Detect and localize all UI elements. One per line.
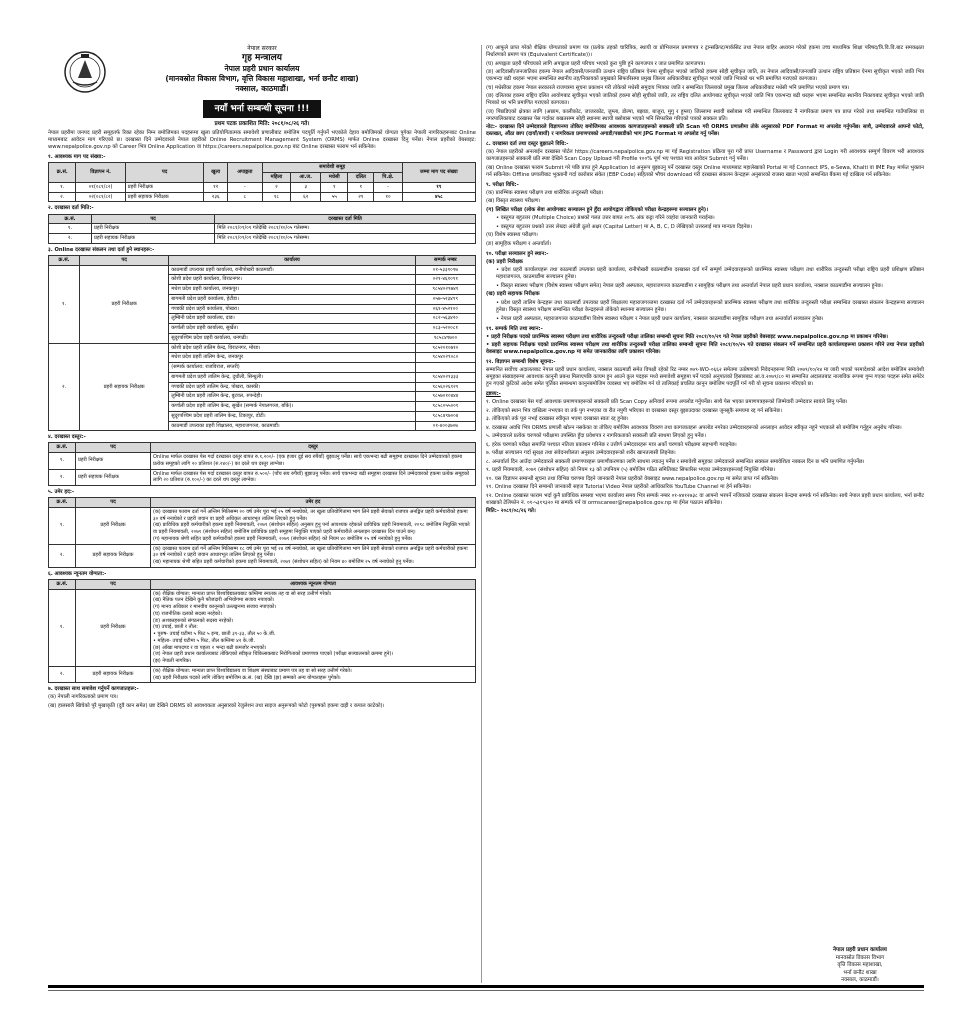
list-item: (क) दरखास्त फाराम दर्ता गर्ने अन्तिम मितिसम्म १८ वर्ष उमेर पूरा भई २४ वर्ष ननाघेको, तर खुला प्रतियोगितामा भाग लिने प्रहरी सेवाको राजपत्र अनङ्कित प्रहरी कर्मचारीको हकमा ३० वर्ष ननाघेको र प्रहरी जवान आधारभूत तालिम लिएको हुनु पर्नेछ। [153, 545, 468, 559]
cell-contact [415, 363, 475, 373]
cell-office: बागमती प्रदेश प्रहरी तालिम केन्द्र, दुधौली, सिन्धुली। [169, 372, 416, 382]
th-post: पद [125, 163, 204, 183]
special-notice: सम्मानित सर्वोच्च अदालतबाट नेपाल प्रहरी प्रधान कार्यालय, नक्साल काठमाडौं समेत विपक्षी रहेको रिट नम्बर ०७९-WO-०६६२ समेतमा उत्प्रेषणको निवेदनहरूमा मिति २०७९/१०/२४ मा जारी भएको परमादेशको आदेश बमोजिम समावेशी समूहका संख्याहरूमा आवश्यक कानूनी प्रबन्ध मिलाएपछि कायम हुन आउने कुल पदहरू मध्ये समावेशी समूहमा पर्ने पदको अनुपातको हिसाबबाट आ.व.२०७९/८० मा सम्मानित अदालतबाट नालाविक रूपमा गुम्न गएका पदहरू समेत समेटेर हुन गएको कुटिको आदेश समेत पूर्तिका सम्बन्धमा कानुनबमोजिम व्यवस्था भए बमोजिम गर्न यो तालिकाई प्रचलित कानुन बमोजिम पदपूर्ति गर्न गरी यो सूचना प्रकाशन गरिएको छ। [486, 367, 924, 388]
list-item: १०. यस विज्ञापन सम्बन्धी सूचना तथा विभिन्न चरणमा दिइने जानकारी नेपाल प्रहरीको वेबसाइट www.nepalpolice.gov.np मा समेत प्राप्त गर्न सकिनेछ। [486, 475, 779, 482]
cell-contact: ०५७-५२३४९९ [415, 294, 475, 304]
cell-contact: ०१-४००३७०७ [415, 421, 475, 431]
list-item: ६. हरेक चरणको परीक्षा समाप्ति पश्चात नतिजा प्रकाशन गरिनेछ र उत्तीर्ण उम्मेदवारहरू मात्र अर्को चरणको परीक्षामा सहभागी गराइनेछ। [486, 441, 737, 448]
cell-contact: ९८५४०२१३३३ [415, 372, 475, 382]
list-item: ७. परीक्षा सञ्चालन गर्दा सुरक्षा तथा संवेदनशीलता अनुसार उम्मेदवारहरूको शरीर खानतलासी लिइनेछ। [486, 450, 676, 457]
th-sn: क्र.सं. [49, 163, 76, 183]
cell-post: प्रहरी निरीक्षक [80, 265, 169, 343]
th-sn: क्र.सं. [49, 214, 92, 224]
cell-sn: २. [49, 666, 76, 683]
th-janajati: आ.ज. [291, 173, 321, 183]
list-item: (ख) प्रहरी सहायक निरीक्षक [486, 291, 540, 298]
cell-items [151, 544, 476, 567]
th-sn: क्र.सं. [49, 443, 76, 453]
dates-table [48, 214, 476, 244]
left-column [48, 45, 476, 711]
list-item: (झ) नेपाली नागरिक। [153, 658, 192, 665]
cell-office: कोशी प्रदेश प्रहरी कार्यालय, विराटनगर। [169, 275, 416, 285]
list-item: ९. प्रहरी नियमावली, २०७१ (संशोधन सहित) को नियम १३ को उपनियम (५) बमोजिम गठित समितिबाट सिफारिस भएका उम्मेदवारहरूलाई नियुक्ति गरिनेछ। [486, 467, 776, 474]
section-5-title: ५. उमेर हद:- [48, 489, 75, 496]
cell-contact: ०२१-४६१०९१ [415, 275, 475, 285]
list-item: (ङ) सामूहिक परीक्षण र अन्तर्वार्ता। [486, 240, 551, 247]
list-item: • विस्तृत स्वास्थ्य परीक्षण (विशेष स्वास्थ्य परीक्षण समेत) नेपाल प्रहरी अस्पताल, महाराजगञ्ज काठमाडौंमा र सामूहिक परीक्षण तथा अन्तर्वार्ता नेपाल प्रहरी प्रधान कार्यालय, नक्साल काठमाडौंमा सञ्चालन हुनेछ। [496, 282, 883, 289]
list-item: (ग) महानायक श्रेणी सहित प्रहरी कर्मचारीको हकमा प्रहरी नियमावली, २०७१ (संशोधन सहित) को नियम ४० बमोजिम २५ वर्ष ननाघेको हुनु पर्नेछ। [153, 535, 413, 542]
cell-sn: १. [49, 589, 76, 666]
cell-office: सुदूरपश्चिम प्रदेश प्रहरी तालिम केन्द्र, टिकापुर, डोटी। [169, 411, 416, 421]
th-sn: क्र.सं. [49, 255, 80, 265]
list-item: (ज) नेपाल प्रहरी प्रधान कार्यालयबाट तोकिएको स्वीकृत चिकित्सकबाट निरोगिताको प्रमाणपत्र पाएको (परीक्षा सञ्चालनको क्रममा हुने)। [153, 651, 394, 658]
list-item: • प्रदेश प्रहरी कार्यालयहरू तथा काठमाडौं उपत्यका प्रहरी कार्यालय, रानीपोखरी काठमाडौंमा दरखास्त दर्ता गर्ने सम्पूर्ण उम्मेदवारहरूको प्रारम्भिक स्वास्थ्य परीक्षण तथा शारीरिक तन्दुरुस्ती परीक्षा राष्ट्रिय प्रहरी प्रशिक्षण प्रतिष्ठान महाराजगञ्ज, काठमाडौंमा सञ्चालन हुनेछ। [496, 267, 924, 281]
cell-sn: २. [49, 544, 76, 567]
documents-list [48, 694, 476, 710]
cell-contact: ९८५२०१०७१० [415, 343, 475, 353]
th-inclusive: समावेशी समूह [262, 163, 402, 173]
cell-office: काठमाडौं उपत्यका प्रहरी कार्यालय, रानीपोखरी काठमाडौं। [169, 265, 416, 275]
th-total: जम्मा माग पद संख्या [402, 163, 475, 183]
bottom-rule [48, 985, 924, 988]
notes-list [486, 399, 924, 507]
exam-method-list [486, 190, 924, 248]
list-item: १. Online दरखास्त पेस गर्दा आवश्यक प्रमाणपत्रहरूको सक्कली प्रति Scan Copy अनिवार्य रूपमा अपलोड गर्नुपर्नेछ। साथै पेस भएका प्रमाणपत्रहरूको जिम्मेवारी उम्मेदवार स्वयंले लिनु पर्नेछ। [486, 399, 848, 406]
cell-sn: २. [49, 343, 80, 431]
list-item: • प्रहरी निरीक्षक पदको प्रारम्भिक स्वास्थ्य परीक्षण तथा शारीरिक तन्दुरुस्ती परीक्षा तालिका सम्बन्धी सूचना मिति २०८१/१०/२१ गते नेपाल प्रहरीको वेबसाइट www.nepalpolice.gov.np मा प्रकाशन गरिनेछ। [486, 333, 888, 340]
th-post: पद [76, 579, 151, 589]
cell-contact: ९८५८४९७०० [415, 333, 475, 343]
table-row [49, 507, 476, 544]
cell-office: कोशी प्रदेश प्रहरी तालिम केन्द्र, विराटनगर, मोरङ। [169, 343, 416, 353]
cell-items [151, 507, 476, 544]
cell-contact: ०८२-५६३४२० [415, 314, 475, 324]
cell-post: प्रहरी सहायक निरीक्षक [80, 343, 169, 431]
table-row: १. प्रहरी निरीक्षक मिति २०८१/०९/०१ गतेदेखि २०८१/१०/०५ गतेसम्म। [49, 224, 476, 234]
right-column [486, 45, 924, 515]
place-line: नक्साल, काठमाडौं। [235, 83, 289, 93]
cell-office: बागमती प्रदेश प्रहरी कार्यालय, हेटौंडा। [169, 294, 416, 304]
dept-line: (मानवस्रोत विकास विभाग, वृत्ति विकास महाशाखा, भर्ना छनौट शाखा) [165, 74, 359, 84]
cell-contact: ९८५७०१०४४४ [415, 392, 475, 402]
list-item: (घ) अपाङ्गता प्रहरी परिचयको लागि अपाङ्गता प्रहरी परिचय भएको कुरा पुष्टि हुने कागजपत्र र जात प्रमाणित कागजपत्र। [486, 60, 706, 67]
table-row [49, 589, 476, 666]
th-backward: पि.क्षे. [374, 173, 402, 183]
list-item: • पुरुष- उचाई घटीमा ५ फिट ५ इन्च, छाती ३१-३३, तौल ५० के.जी. [153, 631, 276, 638]
section-4-title: ४. दरखास्त दस्तुर:- [48, 434, 86, 441]
cell-contact: ९८५८०५५००१ [415, 402, 475, 412]
th-fee: दस्तुर [151, 443, 476, 453]
cell-items [151, 666, 476, 683]
cell-office: लुम्बिनी प्रदेश प्रहरी कार्यालय, दाङ। [169, 314, 416, 324]
section-6-title: ६. आवश्यक न्यूनतम योग्यता:- [48, 570, 107, 577]
contact-date-list [486, 334, 924, 357]
cell-office: काठमाडौं उपत्यका प्रहरी शिक्षालय, महाराजगञ्ज, काठमाडौं। [169, 421, 416, 431]
intro-paragraph: नेपाल प्रहरीमा जनपद प्रहरी समूहतर्फ रिक्त रहेका निम्न बमोजिमका पदहरूमा खुला प्रतियोगितात्मक समावेशी प्रणालीबाट बमोजिम पदपूर्ति गर्नुपर्ने भएकोले देहाय बमोजिमको योग्यता पुगेका नेपाली नागरिकहरूबाट Online माध्यमबाट आवेदन माग गरिएको छ। दरखास्त दिने उम्मेदवारले नेपाल प्रहरीको Online Recruitment Management System (ORMS) मार्फत Online दरखास्त दिनु पर्नेछ। नेपाल प्रहरीको वेबसाइट: www.nepalpolice.gov.np को Career भित्र Online Application वा https://careers.nepalpolice.gov.np बाट Online दरखास्त फाराम भर्न सकिनेछ। [48, 130, 476, 151]
section-7-title: ७. दरखास्त साथ समावेश गर्नुपर्ने कागजातहरू:- [48, 686, 139, 693]
list-item: (छ) दलितका हकमा राष्ट्रिय दलित आयोगबाट सूचीकृत भएको जातिको हकमा सोही सूचीको जाति, तर राष्ट्रिय दलित आयोगबाट सूचीकृत भएको जाति भित्र एकभन्दा बढी थरहरू भएमा सम्बन्धित स्थानीय निकायबाट सूचीकृत भएको जाति भित्रको थर भनि प्रमाणित गराएको कागजात। [486, 93, 924, 107]
application-method-list [486, 149, 924, 179]
signature-line: भर्ना छनौट शाखा [843, 969, 877, 976]
signature-line: मानवस्रोत विकास विभाग [835, 954, 885, 961]
list-item: (ख) महानायक श्रेणी सहित प्रहरी कर्मचारीको हकमा प्रहरी नियमावली, २०७१ (संशोधन सहित) को नियम ४० बमोजिम २५ वर्ष ननाघेको हुनु पर्नेछ। [153, 559, 414, 566]
list-item: (ग) मानव अधिकार र मानवीय कानूनको उल्लङ्घनमा सजाय नपाएको। [153, 604, 277, 611]
th-qualification: आवश्यक न्यूनतम योग्यता [151, 579, 476, 589]
cell-office: गण्डकी प्रदेश प्रहरी तालिम केन्द्र, पोखरा, कास्की। [169, 382, 416, 392]
cell-sn: १. [49, 507, 76, 544]
list-item: (घ) राजनीतिक दलको सदस्य नरहेको। [153, 610, 222, 617]
list-item: (क) प्रहरी निरीक्षक [486, 258, 523, 265]
cell-items [151, 589, 476, 666]
list-item: (क) शैक्षिक योग्यता: मान्यता प्राप्त विश्वविद्यालयबाट कम्तिमा स्नातक तह वा सो सरह उत्तीर्ण गरेको। [153, 590, 332, 597]
list-item: (ख) विस्तृत स्वास्थ्य परीक्षण। [486, 198, 541, 205]
cell-post: प्रहरी निरीक्षक [76, 589, 151, 666]
signature-block [800, 947, 920, 985]
cell-post: प्रहरी सहायक निरीक्षक [76, 544, 151, 567]
th-post: पद [76, 443, 151, 453]
list-item: • महिला- उचाई घटीमा ५ फिट, तौल कम्तिमा ४२ के.जी. [153, 637, 255, 644]
list-item: ३. तोकिएको तर्क पूरा नभई दरखास्त स्वीकृत भएमा दरखास्त स्वतः रद्द हुनेछ। [486, 416, 629, 423]
th-post: पद [91, 214, 214, 224]
list-item: (ख) नैतिक पतन देखिने कुनै फौजदारी अभियोगमा सजाय नपाएको। [153, 597, 275, 604]
list-item: २. तोकिएको स्थान भित्र दाखिला नभएका वा तर्क पुग नभएका वा रीत नपुगी भरिएका वा दरखास्त दस्तुर बुझाउदाका दरखास्त जुनसुकै समयमा रद्द गर्न सकिनेछ। [486, 407, 782, 414]
th-dalit: दलित [348, 173, 374, 183]
section-10-title: १०. परीक्षा सञ्चालन हुने स्थान:- [486, 250, 549, 257]
list-item: (छ) आँखा मापदण्ड र वा पहला २ भन्दा बढी कमजोर नभएको। [153, 644, 267, 651]
list-item: ११. Online दरखास्त दिने सम्बन्धी जानकारी सहज Tutorial Video नेपाल प्रहरीको आधिकारिक YouTube Channel मा हेर्न सकिनेछ। [486, 484, 751, 491]
qualification-table [48, 579, 476, 684]
list-item: (ज) पिछडिएको क्षेत्रका लागि (अछाम, कालीकोट, जाजरकोट, जुम्ला, डोल्पा, बझाङ, बाजुरा, मुगु र हुम्ला) जिल्लामा स्थायी बसोबास गरी सम्बन्धित जिल्लाबाट नै नागरिकता प्रमाण पत्र प्राप्त गरेको तथा सम्बन्धित गाउँपालिका वा नगरपालिकाबाट दरखास्त पेस गर्दाका बखतसम्म सोही स्थानमा स्थायी बसोबास भएको भनि सिफारिस गरिएको पत्रको सक्कल प्रति। [486, 108, 924, 122]
cell-office: लुम्बिनी प्रदेश प्रहरी तालिम केन्द्र, बुटवल, रुपन्देही। [169, 392, 416, 402]
ministry-line: गृह मन्त्रालय [242, 52, 282, 63]
list-item: (ङ) अशक्तहरूको संगठनको सदस्य नरहेको। [153, 617, 234, 624]
section-3-title: ३. Online दरखास्त संकलन तथा दर्ता हुने स्थानहरू:- [48, 246, 155, 253]
table-row: २. प्रहरी सहायक निरीक्षक मिति २०८१/०९/०१ गतेदेखि २०८१/१०/०५ गतेसम्म। [49, 234, 476, 244]
publish-date: प्रथम पटक प्रकाशित मिति: २०८१/०८/२६ गते। [214, 120, 310, 127]
section-11-title: ११. सम्पर्क मिति तथा स्थान:- [486, 325, 543, 332]
th-disabled: अपाङ्गता [227, 163, 262, 183]
list-item: १२. Online दरखास्त फाराम भर्दा कुनै प्राविधिक समस्या भएमा कार्यालय समय भित्र सम्पर्क नम्बर ०१-४४१२७३८ वा आफ्नो भरपर्ने नजिकको दरखास्त संकलन केन्द्रमा सम्पर्क गर्न सकिनेछ। साथै नेपाल प्रहरी प्रधान कार्यालय, भर्ना छनौट शाखाको टेलिफोन नं. ०१-५३१९३२० मा सम्पर्क गर्न वा ormscareer@nepalpolice.gov.np मा ईमेल पठाउन सकिनेछ। [486, 492, 924, 506]
list-item: (क) नेपाली नागरिकताको प्रमाण पत्र। [48, 694, 118, 701]
table-row [49, 666, 476, 683]
notes-title: द्रष्टव्य:- [486, 391, 501, 398]
th-open: खुला [204, 163, 228, 183]
table-row [49, 544, 476, 567]
list-item: (ख) Online दरखास्त फाराम Submit गरे पछि प्राप्त हुने Application Id अनुरूप बुझाउनु पर्ने दरखास्त दस्तुर Online माध्यमबाट महालेखाको Portal मा गई Connect IPS, e-Sewa, Khalti वा IME Pay मार्फत भुक्तान गर्न सकिनेछ। Offline प्रणालीबाट भुक्तानी गर्दा कारोबार संकेत (EBP Code) सहितको भौचर download गरी दरखास्त संकलन केन्द्रहरू अनुसारको राजस्व खाता भएको सम्बन्धित बैंकमा गई दाखिला गर्न सकिनेछ। [486, 164, 924, 178]
final-date: मिति:- २०८१/०८/२६ गते। [486, 508, 536, 515]
list-item: • नेपाल प्रहरी अस्पताल, महाराजगञ्ज काठमाडौंमा विशेष स्वास्थ्य परीक्षण र नेपाल प्रहरी प्रधान कार्यालय, नक्साल काठमाडौंमा सामूहिक परीक्षण तथा अन्तर्वार्ता सञ्चालन हुनेछ। [496, 315, 824, 322]
cell-contact: ०६१-४५२१०० [415, 304, 475, 314]
cell-sn: १. [49, 265, 80, 343]
list-item: (क) नेपाल प्रहरीको अनलाईन दरखास्त पोर्टल https://careers.nepalpolice.gov.np मा गई Registration प्रक्रिया पूरा गरी प्राप्त Username र Password द्वारा Login गरी आवश्यक सम्पूर्ण विवरण भरी आवश्यक कागजातहरूको सक्कली प्रति स्पष्ट देखिने Scan Copy Upload गरी Profile १००% पूर्ण भए पश्चात मात्र आवेदन Submit गर्नु पर्नेछ। [486, 149, 924, 163]
upload-note: नोट:- दरखास्त दिने उम्मेदवारले विज्ञापनमा तोकिए बमोजिमका आवश्यक कागजातहरूको सक्कली प्रति Scan गरी ORMS प्रणालीमा तोके अनुसारको PDF Format मा अपलोड गर्नुपर्नेछ। साथै, उम्मेदवारले आफ्नो फोटो, दस्तखत, औंठा छाप (दायाँ/बायाँ) र नागरिकता प्रमाणपत्रको अगाडी/पछाडीको भाग JPG Format मा अपलोड गर्नु पर्नेछ। [486, 124, 924, 138]
offices-table [48, 255, 476, 432]
cell-office: (सम्पर्क कार्यालय: राजविराज, सप्तरी) [169, 363, 416, 373]
list-item: (ख) प्राविधिक प्रहरी कर्मचारीको हकमा प्रहरी नियमावली, २०७१ (संशोधन सहित) अनुसार हुनु पर्ना आवश्यक रहेकाले प्राविधिक प्रहरी नियमावली, २०९८ बमोजिम नियुक्ति भएको वा प्रहरी नियमावली, २०७१ (संशोधन सहित) बमोजिम प्राविधिक प्रहरी समूहमा नियुक्ति पाएको प्रहरी कर्मचारीले अनलाइन दरखास्त दिन पाउने छन्। [153, 522, 470, 536]
list-item: ४. दरखास्त अवधि भित्र ORMS प्रणाली खोल्न नसकेका वा तोकिए बमोजिम आवश्यक विवरण तथा कागजातहरू अपलोड नगरेका उम्मेदवारहरूको अनलाइन आवेदन स्वीकृत नहुने भएकाले सो बमोजिम गर्नुहुन अनुरोध गरिन्छ। [486, 424, 902, 431]
gov-line: नेपाल सरकार [247, 45, 277, 52]
cell-contact: ९८५४०२९७४१ [415, 285, 475, 295]
list-item: • वस्तुगत बहुउत्तर (Multiple Choice) प्रश्नको गलत उत्तर बापत २०% अंक कट्टा गरिने व्यहोरा जानकारी गराईन्छ। [496, 215, 715, 222]
cell-office: मधेश प्रदेश प्रहरी कार्यालय, जनकपुर। [169, 285, 416, 295]
section-8-title: ८. दरखास्त दर्ता तथा दस्तुर बुझाउने विधि:- [486, 141, 569, 148]
age-table [48, 497, 476, 568]
list-item: (क) प्रारम्भिक स्वास्थ्य परीक्षण तथा शारीरिक तन्दुरुस्ती परीक्षा। [486, 189, 604, 196]
list-item: (क) दरखास्त फाराम दर्ता गर्ने अन्तिम मितिसम्म २० वर्ष उमेर पूरा भई २५ वर्ष ननाघेको, तर खुला प्रतियोगितामा भाग लिने प्रहरी सेवाको राजपत्र अनङ्कित प्रहरी कर्मचारीको हकमा ३० वर्ष ननाघेको र प्रहरी जवान वा प्रहरी अधिकृत आधारभूत तालिम लिएको हुनु पर्नेछ। [153, 508, 468, 522]
cell-office: मधेश प्रदेश प्रहरी तालिम केन्द्र, जनकपुर [169, 353, 416, 363]
th-date: दरखास्त दर्ता मिति [215, 214, 476, 224]
list-item: (क) शैक्षिक योग्यता: मान्यता प्राप्त विश्वविद्यालय वा शिक्षण संस्थाबाट प्रमाण पत्र तह वा सो सरह उत्तीर्ण गरेको। [153, 667, 352, 674]
table-row [49, 265, 476, 275]
section-12-title: १२. विज्ञापन सम्बन्धी विशेष सूचना:- [486, 359, 556, 366]
list-item: (ङ) आदिवासी/जनजातिका हकमा नेपाल आदिवासी/जनजाति उत्थान राष्ट्रिय प्रतिष्ठान ऐनमा सूचीकृत भएको जातिको हकमा सोही सूचीकृत जाति, तर नेपाल आदिवासी/जनजाति उत्थान राष्ट्रिय प्रतिष्ठान ऐनमा सूचीकृत भएको जाति भित्र एकभन्दा बढी थरहरू भएमा सम्बन्धित स्थानीय तह/निकायको प्रमुखको सिफारिसमा प्रमुख जिल्ला अधिकारीबाट सूचीकृत भएको जाति भित्रको थर भनि प्रमाणित गराएको कागजात। [486, 69, 924, 83]
table-row [49, 343, 476, 353]
th-contact: सम्पर्क नम्बर [415, 255, 475, 265]
cell-post: प्रहरी सहायक निरीक्षक [76, 666, 151, 683]
cell-contact: ०१-५३३१०९७ [415, 265, 475, 275]
cell-office: गण्डकी प्रदेश प्रहरी कार्यालय, पोखरा। [169, 304, 416, 314]
th-post: पद [80, 255, 169, 265]
fee-table [48, 442, 476, 486]
cell-contact: ९८५८४९७००४ [415, 411, 475, 421]
section-9-title: ९. परीक्षा विधि:- [486, 181, 519, 188]
list-item: • प्रदेश प्रहरी तालिम केन्द्रहरू तथा काठमाडौं उपत्यका प्रहरी शिक्षालय महाराजगञ्जमा दरखास्त दर्ता गर्ने उम्मेदवारहरूको प्रारम्भिक स्वास्थ्य परीक्षण तथा शारीरिक तन्दुरुस्ती परीक्षा सम्बन्धित दरखास्त संकलन केन्द्रहरूमा सञ्चालन हुनेछ। विस्तृत स्वास्थ्य परीक्षण सम्बन्धित परीक्षा केन्द्रहरूले तोकेको स्थानमा सञ्चालन हुनेछ। [496, 299, 924, 313]
th-sn: क्र.सं. [49, 579, 76, 589]
posts-table [48, 162, 476, 202]
list-item: ८. अन्तर्वार्ता दिन आउँदा उम्मेदवारले सक्कली प्रमाणपत्रहरू प्रमाणीकरणका लागि साथमा ल्याउनु पर्नेछ र समावेशी समूहका उम्मेदवारले सम्बन्धित सक्कल समावेशिता नक्कल दिन छ भनि प्रमाणित गर्नुपर्नेछ। [486, 458, 865, 465]
list-item: (ख) प्रहरी निरीक्षक पदको लागि तोकिए बमोजिम क्र.सं. (ख) देखि (झ) सम्मको अन्य योग्यताहरू पुगेको। [153, 674, 341, 681]
list-item: (ख) हालसालै खिचेको पूरै मुखाकृति (दुवै कान समेत) प्रष्ट देखिने ORMS को आवश्यकता अनुसारको रेजुलेशन तथा साइज अनुरूपको फोटो (पुरुषको हकमा दाह्री र कपाल काटेको)। [48, 702, 385, 709]
cell-post: प्रहरी निरीक्षक [76, 507, 151, 544]
notice-title: नयाँ भर्ना सम्बन्धी सूचना !!! [203, 100, 321, 118]
documents-list-continued [486, 45, 924, 123]
list-item: (च) उचाई, छाती र तौल: [153, 624, 198, 631]
table-row: १. प्रहरी निरीक्षक Online मार्फत दरखास्त पेस गर्दा दरखास्त दस्तुर बापत रु.१,२००/- (एक हजार दुई सय रुपैयाँ) बुझाउनु पर्नेछ। साथै एकभन्दा बढी समूहमा दरखास्त दिने उम्मेदवारको हकमा प्रत्येक समूहको लागि २० प्रतिशत (रु.२४०/-) का दरले थप दस्तुर लाग्नेछ। [49, 453, 476, 470]
list-item: ५. उम्मेदवारले प्रत्येक चरणको परीक्षामा उपस्थित हुँदा प्रवेशपत्र र नागरिकताको सक्कली प्रति साथमा लिएको हुनु पर्नेछ। [486, 433, 706, 440]
cell-contact: ९८५६०२६१२१ [415, 382, 475, 392]
table-row: १. ०१(०८१/८२) प्रहरी निरीक्षक १२ - २ ३ १ १ - १९ [49, 182, 476, 192]
exam-venue-list [486, 259, 924, 323]
column-divider [481, 45, 482, 983]
section-1-title: १. आवश्यक माग पद संख्या:- [48, 154, 106, 161]
bottom-rule-thin [48, 990, 924, 991]
th-adno: विज्ञापन नं. [76, 163, 125, 183]
signature-line: नेपाल प्रहरी प्रधान कार्यालय [833, 947, 887, 953]
list-item: (च) मधेसीका हकमा नेपाल सरकारले राजपत्रमा सूचना प्रकाशन गरी तोकेको मधेसी समुदाय भित्रका जाति र सम्बन्धित जिल्लाको प्रमुख जिल्ला अधिकारीबाट मधेसी भनि प्रमाणित भएको प्रमाण पत्र। [486, 84, 850, 91]
list-item: • वस्तुगत बहुउत्तर प्रश्नको उत्तर लेख्दा अंग्रेजी ठूलो अक्षर (Capital Letter) मा A, B, C, D लेखिएको उत्तरलाई मात्र मान्यता दिइनेछ। [496, 223, 752, 230]
cell-office: कर्णाली प्रदेश प्रहरी कार्यालय, सुर्खेत। [169, 324, 416, 334]
list-item: (ग) लिखित परीक्षा (लोक सेवा आयोगबाट सञ्चालन हुने हुँदा आयोगद्वारा तोकिएको परीक्षा केन्द्रहरूमा सञ्चालन हुने)। [486, 206, 709, 213]
signature-line: नक्साल, काठमाडौं। [841, 977, 879, 984]
office-line: नेपाल प्रहरी प्रधान कार्यालय [224, 64, 300, 74]
list-item: (ग) आफूले प्राप्त गरेको शैक्षिक योग्यताको प्रमाण पत्र (प्रत्येक तहको चारित्रिक, स्थायी वा प्रोभिजनल प्रमाणपत्र र ट्रान्सक्रिप्ट/मार्कसिट तथा नेपाल बाहिर अध्ययन गरेको हकमा उच्च माध्यमिक शिक्षा परिषद/त्रि.वि.वि.बाट समकक्षता निर्धारणको प्रमाण पत्र (Equivalent Certificate))। [486, 45, 924, 59]
th-madhesi: मधेसी [321, 173, 348, 183]
cell-office: कर्णाली प्रदेश प्रहरी तालिम केन्द्र, सुर्खेत (सम्पर्क नेपालगञ्ज, बाँके)। [169, 402, 416, 412]
th-age: उमेर हद [151, 498, 476, 508]
th-office: कार्यालय [169, 255, 416, 265]
cell-contact: ९८५४०२९०८० [415, 353, 475, 363]
signature-line: वृत्ति विकास महाशाखा, [837, 962, 883, 969]
table-row: २. ०२(०८१/८२) प्रहरी सहायक निरीक्षक २३६ ८ १८ ६२ ५५ २९ १० ४५८ [49, 192, 476, 202]
section-2-title: २. दरखास्त दर्ता मिति:- [48, 205, 94, 212]
th-post: पद [76, 498, 151, 508]
th-women: महिला [262, 173, 290, 183]
list-item: • प्रहरी सहायक निरीक्षक पदको प्रारम्भिक स्वास्थ्य परीक्षण तथा शारीरिक तन्दुरुस्ती परीक्षा तालिका सम्बन्धी सूचना मिति २०८१/१०/२५ गते दरखास्त संकलन गर्ने सम्बन्धित प्रहरी कार्यालयहरूमा प्रकाशन गरिने तथा नेपाल प्रहरीको वेबसाइट www.nepalpolice.gov.np मा समेत जानकारीका लागि प्रकाशन गरिनेछ। [486, 342, 924, 356]
cell-contact: ०८३-५२००८१ [415, 324, 475, 334]
cell-office: सुदूरपश्चिम प्रदेश प्रहरी कार्यालय, धनगढी। [169, 333, 416, 343]
th-sn: क्र.सं. [49, 498, 76, 508]
list-item: (घ) विशेष स्वास्थ्य परीक्षण। [486, 232, 538, 239]
notice-header [48, 45, 476, 94]
table-row: २. प्रहरी सहायक निरीक्षक Online मार्फत दरखास्त पेस गर्दा दरखास्त दस्तुर बापत रु.५००/- (पाँच सय रुपैयाँ) बुझाउनु पर्नेछ। साथै एकभन्दा बढी समूहमा दरखास्त दिने उम्मेदवारको हकमा प्रत्येक समूहको लागि २० प्रतिशत (रु.१००/-) का दरले थप दस्तुर लाग्नेछ। [49, 469, 476, 486]
